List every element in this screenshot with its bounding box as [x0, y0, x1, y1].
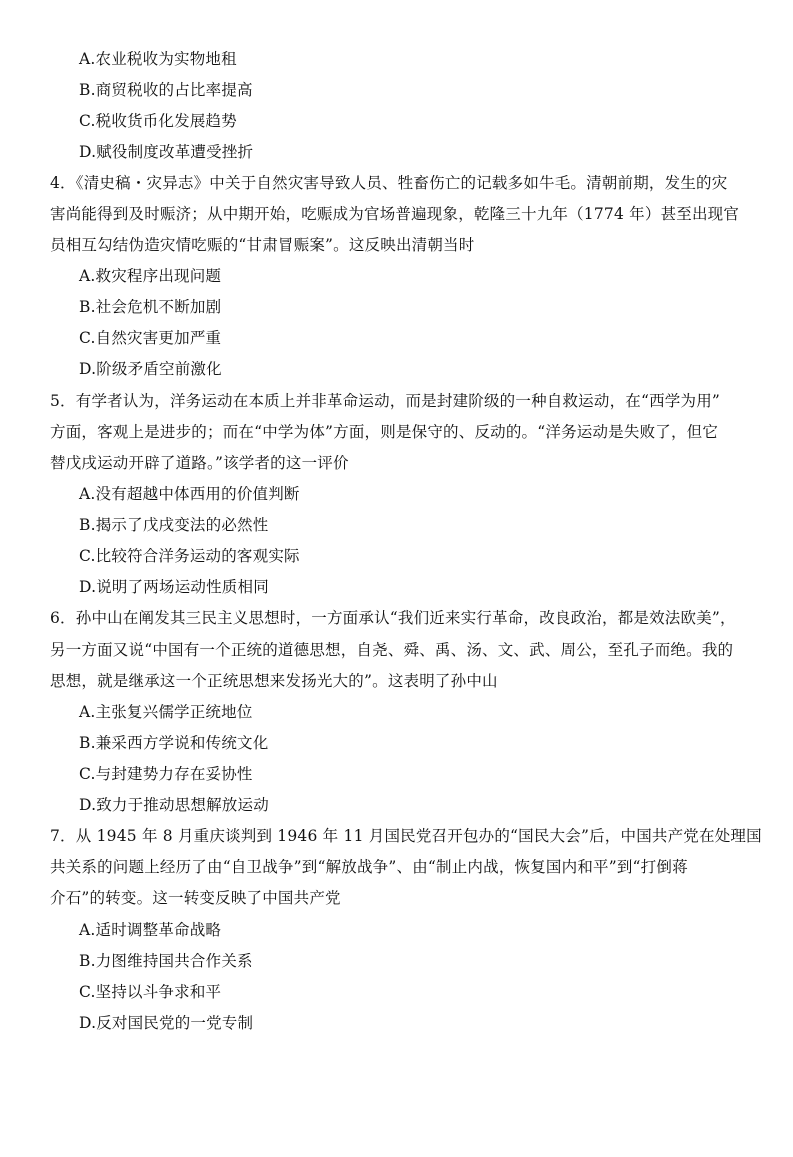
q5-option-d: D.说明了两场运动性质相同: [79, 578, 269, 596]
q4-stem-line-3: 员相互勾结伪造灾情吃赈的“甘肃冒赈案”。这反映出清朝当时: [50, 236, 475, 254]
q6-option-a: A.主张复兴儒学正统地位: [79, 703, 253, 721]
q4-option-d: D.阶级矛盾空前激化: [79, 360, 222, 378]
q7-stem-line-1: 7．从 1945 年 8 月重庆谈判到 1946 年 11 月国民党召开包办的“国民大会”后，中国共产党在处理国: [50, 827, 762, 845]
q6-stem-line-1: 6．孙中山在阐发其三民主义思想时，一方面承认“我们近来实行革命，改良政治，都是效法欧美”，: [50, 609, 736, 627]
q6-option-d: D.致力于推动思想解放运动: [79, 796, 269, 814]
q7-option-a: A.适时调整革命战略: [79, 921, 222, 939]
q3-option-b: B.商贸税收的占比率提高: [79, 81, 253, 99]
q6-option-c: C.与封建势力存在妥协性: [79, 765, 253, 783]
q4-stem-line-2: 害尚能得到及时赈济；从中期开始，吃赈成为官场普遍现象，乾隆三十九年（1774 年）甚至出现官: [50, 205, 740, 223]
q4-stem-line-1: 4．《清史稿・灾异志》中关于自然灾害导致人员、牲畜伤亡的记载多如牛毛。清朝前期，发生的灾: [50, 174, 728, 192]
q6-stem-line-3: 思想，就是继承这一个正统思想来发扬光大的”。这表明了孙中山: [50, 672, 498, 690]
q5-option-a: A.没有超越中体西用的价值判断: [79, 485, 300, 503]
q5-stem-line-3: 替戊戌运动开辟了道路。”该学者的这一评价: [50, 454, 349, 472]
q6-option-b: B.兼采西方学说和传统文化: [79, 734, 269, 752]
q3-option-a: A.农业税收为实物地租: [79, 50, 237, 68]
q3-option-c: C.税收货币化发展趋势: [79, 112, 237, 130]
q7-option-c: C.坚持以斗争求和平: [79, 983, 222, 1001]
q4-option-a: A.救灾程序出现问题: [79, 267, 222, 285]
q3-option-d: D.赋役制度改革遭受挫折: [79, 143, 254, 161]
q5-stem-line-1: 5．有学者认为，洋务运动在本质上并非革命运动，而是封建阶级的一种自救运动，在“西学为用”: [50, 392, 721, 410]
q5-option-c: C.比较符合洋务运动的客观实际: [79, 547, 300, 565]
q4-option-b: B.社会危机不断加剧: [79, 298, 222, 316]
q6-stem-line-2: 另一方面又说“中国有一个正统的道德思想，自尧、舜、禹、汤、文、武、周公，至孔子而绝。我的: [50, 641, 734, 659]
q7-option-b: B.力图维持国共合作关系: [79, 952, 253, 970]
q7-stem-line-3: 介石”的转变。这一转变反映了中国共产党: [50, 889, 341, 907]
q4-option-c: C.自然灾害更加严重: [79, 329, 222, 347]
q7-stem-line-2: 共关系的问题上经历了由“自卫战争”到“解放战争”、由“制止内战，恢复国内和平”到“打倒蒋: [50, 858, 688, 876]
q5-stem-line-2: 方面，客观上是进步的；而在“中学为体”方面，则是保守的、反动的。“洋务运动是失败了，但它: [50, 423, 719, 441]
q7-option-d: D.反对国民党的一党专制: [79, 1014, 254, 1032]
q5-option-b: B.揭示了戊戌变法的必然性: [79, 516, 269, 534]
